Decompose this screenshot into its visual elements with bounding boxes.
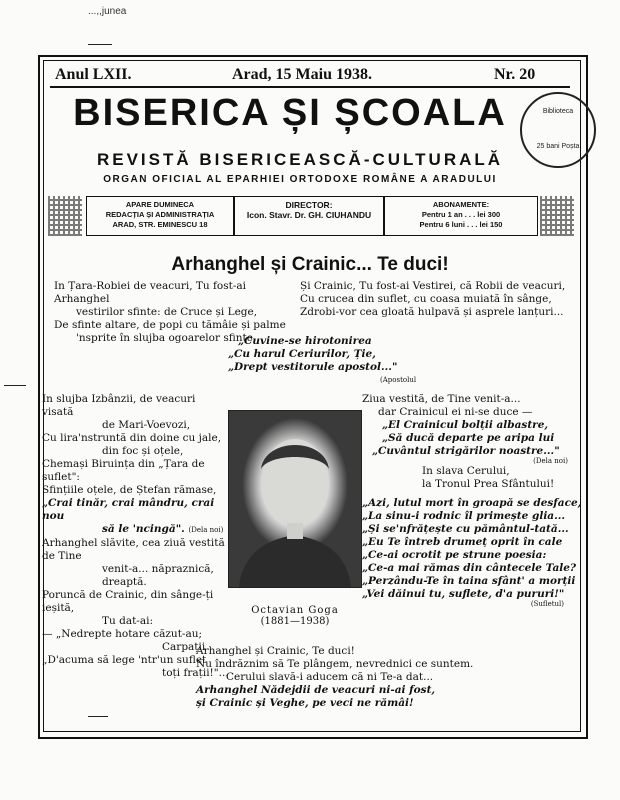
verse-line: din foc și oțele, bbox=[102, 445, 184, 457]
source-note: (Dela noi) bbox=[533, 457, 568, 465]
quote-line: „Cu harul Ceriurilor, Ție, bbox=[228, 348, 376, 360]
margin-mark bbox=[88, 44, 112, 45]
verse-line: dar Crainicul ei ni-se duce — bbox=[378, 406, 533, 418]
verse-line: „Și se'nfrățește cu pământul-tată... bbox=[362, 523, 569, 535]
verse-line: Arhanghel Nădejdii de veacuri ni-ai fost, bbox=[196, 684, 436, 696]
verse-line: și Crainic și Veghe, pe veci ne rămâi! bbox=[196, 697, 414, 709]
verse-line: — „Nedrepte hotare căzut-au; bbox=[42, 628, 203, 640]
quote-source: (Apostolul bbox=[380, 376, 417, 384]
verse-line: Și Crainic, Tu fost-ai Vestirei, că Robii de veacuri, bbox=[300, 280, 566, 292]
verse-line: Sfințiile oțele, de Ștefan rămase, bbox=[42, 484, 217, 496]
info-line: ARAD, STR. EMINESCU 18 bbox=[112, 220, 208, 229]
stamp-text: 25 bani Poșta bbox=[536, 143, 580, 150]
verse-line: Cu lira'nstruntă din doine cu jale, bbox=[42, 432, 222, 444]
date-label: Arad, 15 Maiu 1938. bbox=[232, 66, 372, 83]
handwritten-note: ...,,junea bbox=[88, 6, 127, 17]
ornament-right bbox=[540, 196, 574, 236]
verse-line: la Tronul Prea Sfântului! bbox=[422, 478, 555, 490]
verse-line: Poruncă de Crainic, din sânge-ți ieșită, bbox=[42, 589, 214, 614]
verse-line: Zdrobi-vor cea gloată hulpavă și asprele lanțuri... bbox=[300, 306, 564, 318]
verse-line: „D'acuma să lege 'ntr'un suflet bbox=[42, 654, 207, 666]
info-line: APARE DUMINECA bbox=[125, 200, 195, 209]
info-line: REDACȚIA ȘI ADMINISTRAȚIA bbox=[105, 210, 215, 219]
verse-line: Nu îndrăznim să Te plângem, nevrednici ce suntem. bbox=[196, 658, 474, 670]
postal-stamp bbox=[520, 92, 596, 168]
verse-line: Cerului slavă-i aducem că ni Te-a dat... bbox=[226, 671, 434, 683]
margin-mark bbox=[4, 385, 26, 386]
caption-name: Octavian Goga bbox=[251, 605, 339, 616]
verse-line: In Țara-Robiei de veacuri, Tu fost-ai Arhanghel bbox=[54, 280, 247, 305]
right-column bbox=[362, 393, 584, 608]
source-note: (Dela noi) bbox=[188, 526, 224, 534]
masthead-organ: ORGAN OFICIAL AL EPARHIEI ORTODOXE ROMÂNE A ARADULUI bbox=[103, 174, 497, 185]
portrait-silhouette bbox=[229, 411, 361, 587]
verse-line: Chemași Biruința din „Țara de suflet": bbox=[42, 458, 205, 483]
verse-line: toți frații!"... bbox=[162, 667, 229, 679]
year-label: Anul LXII. bbox=[55, 66, 132, 83]
intro-right-stanza bbox=[300, 280, 580, 319]
verse-line: „Azi, lutul mort în groapă se desface, bbox=[362, 497, 582, 509]
director-box bbox=[234, 196, 384, 236]
article-heading: Arhanghel și Crainic... Te duci! bbox=[171, 254, 449, 275]
subscription-box bbox=[384, 196, 538, 236]
verse-line: „Să ducă departe pe aripa lui bbox=[382, 432, 555, 444]
verse-line: Carpații bbox=[162, 641, 206, 653]
masthead-title: BISERICA ȘI ȘCOALA bbox=[73, 92, 507, 134]
verse-line: „Ce-ai ocrotit pe strune poesia: bbox=[362, 549, 547, 561]
verse-line: vestirilor sfinte: de Cruce și Lege, bbox=[76, 306, 258, 318]
subscription-label: ABONAMENTE: bbox=[432, 200, 490, 209]
masthead-subtitle: REVISTĂ BISERICEASCĂ-CULTURALĂ bbox=[96, 150, 504, 169]
photo-caption bbox=[205, 605, 385, 627]
verse-line: de Mari-Voevozi, bbox=[102, 419, 191, 431]
verse-line: 'nsprite în slujba ogoarelor sfinte. bbox=[76, 332, 257, 344]
verse-line: „El Crainicul bolții albastre, bbox=[382, 419, 549, 431]
verse-line: Ziua vestită, de Tine venit-a... bbox=[362, 393, 521, 405]
director-label: DIRECTOR: bbox=[285, 200, 333, 210]
issue-number: Nr. 20 bbox=[494, 66, 536, 83]
stamp-text: Biblioteca bbox=[542, 108, 574, 115]
verse-line: „Vei dăinui tu, suflete, d'a pururi!" bbox=[362, 588, 565, 600]
publication-info bbox=[86, 196, 234, 236]
verse-line: „La sinu-i rodnic îl primește glia... bbox=[362, 510, 566, 522]
left-column bbox=[42, 393, 230, 680]
portrait-photo bbox=[228, 410, 362, 588]
verse-line: Cu crucea din suflet, cu coasa muiată în sânge, bbox=[300, 293, 552, 305]
ornament-left bbox=[48, 196, 82, 236]
verse-line: Arhanghel slăvite, cea ziuă vestită de Tine bbox=[42, 537, 225, 562]
verse-line: In slava Cerului, bbox=[422, 465, 510, 477]
subscription-line: Pentru 6 luni . . . lei 150 bbox=[419, 220, 503, 229]
verse-line: „Ce-a mai rămas din cântecele Tale? bbox=[362, 562, 577, 574]
verse-line: Arhanghel și Crainic, Te duci! bbox=[196, 645, 355, 657]
quote-line: „Drept vestitorule apostol..." bbox=[228, 361, 398, 373]
caption-years: (1881—1938) bbox=[260, 616, 330, 627]
verse-line: „Cuvântul strigărilor noastre..." bbox=[372, 445, 560, 457]
subscription-line: Pentru 1 an . . . lei 300 bbox=[421, 210, 501, 219]
source-note: (Sufletul) bbox=[530, 600, 564, 608]
verse-line: Tu dat-ai: bbox=[102, 615, 154, 627]
quote-line: „Cuvine-se hirotonirea bbox=[238, 335, 372, 347]
director-name: Icon. Stavr. Dr. GH. CIUHANDU bbox=[246, 210, 372, 220]
verse-line: „Eu Te întreb drumeț oprit în cale bbox=[362, 536, 563, 548]
verse-line: In slujba Izbânzii, de veacuri visată bbox=[42, 393, 196, 418]
verse-line: „Crai tinăr, crai mândru, crai nou bbox=[42, 497, 215, 522]
verse-line: să le 'ncingă". (Dela noi) bbox=[102, 523, 224, 535]
center-quote bbox=[228, 335, 428, 374]
header-rule bbox=[50, 86, 570, 88]
verse-line: „Perzându-Te în taina sfânt' a morții bbox=[362, 575, 576, 587]
closing-stanza bbox=[196, 645, 536, 710]
verse-line: De sfinte altare, de popi cu tămâie și palme bbox=[54, 319, 286, 331]
verse-line: venit-a... năpraznică, dreaptă. bbox=[102, 563, 214, 588]
